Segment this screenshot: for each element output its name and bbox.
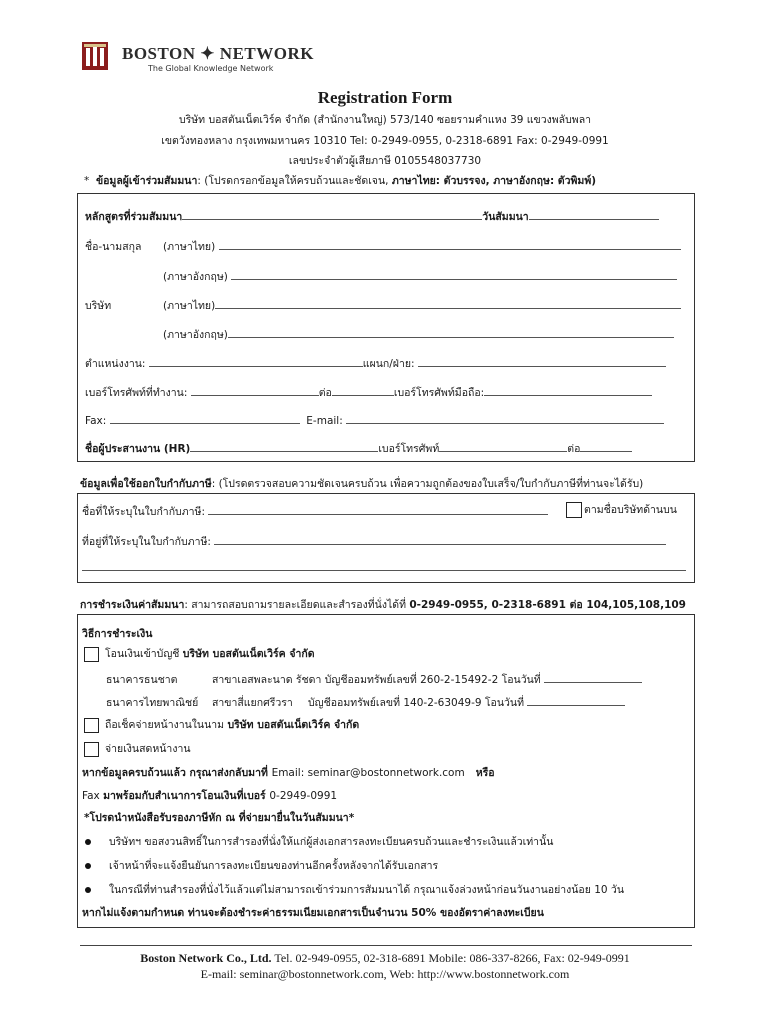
bullet-text-1: บริษัทฯ ขอสงวนสิทธิ์ในการสำรองที่นั่งให้แก่ผู้ส่งเอกสารลงทะเบียนครบถ้วนและชำระเงินแล้วเท่านั้น (109, 836, 554, 848)
page-title: Registration Form (317, 88, 453, 107)
bank1-name: ธนาคารธนชาต (106, 674, 178, 686)
bullet-item-2 (85, 857, 438, 874)
send-line-or: หรือ (475, 767, 495, 779)
participant-note-text: : (โปรดกรอกข้อมูลให้ครบถ้วนและชัดเจน, (197, 175, 392, 187)
name-english-label: (ภาษาอังกฤษ) (163, 271, 228, 283)
send-line (82, 764, 495, 781)
same-company-checkbox[interactable] (566, 502, 582, 518)
coordinator-phone-field[interactable] (439, 441, 567, 452)
logo (80, 40, 320, 80)
participant-note-emph: ภาษาไทย: ตัวบรรจง, ภาษาอังกฤษ: ตัวพิมพ์) (391, 175, 597, 187)
coordinator-row (85, 440, 632, 457)
payment-note (80, 596, 686, 613)
option-transfer[interactable] (84, 645, 315, 662)
option-transfer-company: บริษัท บอสตันเน็ตเวิร์ค จำกัด (182, 648, 315, 660)
tax-id: เลขประจำตัวผู้เสียภาษี 0105548037730 (288, 155, 482, 167)
option-cash-label: จ่ายเงินสดหน้างาน (105, 743, 191, 755)
footer-contact (0, 951, 770, 966)
company-thai-row (85, 297, 681, 314)
company-english-row (163, 326, 674, 343)
work-phone-field[interactable] (191, 385, 319, 396)
footer-company: Boston Network Co., Ltd. (140, 951, 272, 965)
department-field[interactable] (418, 356, 666, 367)
withholding-note: *โปรดนำหนังสือรับรองภาษีหัก ณ ที่จ่ายมายื่นในวันสัมมนา* (84, 812, 355, 824)
date-field[interactable] (529, 209, 659, 220)
position-field[interactable] (149, 356, 363, 367)
fax-field[interactable] (110, 413, 300, 424)
bank1-date-field[interactable] (544, 672, 642, 683)
coordinator-ext-label: ต่อ (567, 443, 581, 455)
email-field[interactable] (346, 413, 664, 424)
ext-field[interactable] (332, 385, 394, 396)
bullet-dot (85, 839, 91, 845)
invoice-name-row (82, 503, 548, 520)
invoice-note-text: : (โปรดตรวจสอบความชัดเจนครบถ้วน เพื่อความถูกต้องของใบเสร็จ/ใบกำกับภาษีที่ท่านจะได้รับ) (211, 478, 644, 490)
course-row (85, 208, 659, 225)
company-english-label: (ภาษาอังกฤษ) (163, 329, 228, 341)
invoice-address-label: ที่อยู่ที่ให้ระบุในใบกำกับภาษี: (82, 536, 211, 548)
same-company-option[interactable] (566, 501, 677, 518)
bank2-row (106, 694, 625, 711)
bank1-detail: สาขาเอสพละนาด รัชดา บัญชีออมทรัพย์เลขที่ 260-2-15492-2 โอนวันที่ (212, 674, 541, 686)
bullet-item-3 (85, 881, 624, 898)
work-phone-label: เบอร์โทรศัพท์ที่ทำงาน: (85, 387, 188, 399)
bank2-account: บัญชีออมทรัพย์เลขที่ 140-2-63049-9 โอนวันที่ (308, 697, 524, 709)
ext-label: ต่อ (318, 387, 332, 399)
company-label: บริษัท (85, 300, 112, 312)
mobile-field[interactable] (484, 385, 652, 396)
address-line-1: บริษัท บอสตันเน็ตเวิร์ค จำกัด (สำนักงานใหญ่) 573/140 ซอยรามคำแหง 39 แขวงพลับพลา (178, 114, 592, 126)
bank2-name: ธนาคารไทยพาณิชย์ (106, 697, 199, 709)
company-english-field[interactable] (228, 327, 674, 338)
invoice-note (80, 475, 643, 492)
bullet-dot (85, 863, 91, 869)
invoice-address-row (82, 533, 666, 550)
coordinator-phone-label: เบอร์โทรศัพท์ (378, 443, 440, 455)
payment-note-contact: 0-2949-0955, 0-2318-6891 ต่อ 104,105,108,109 (409, 599, 686, 611)
name-label: ชื่อ-นามสกุล (85, 241, 142, 253)
fax-line-number: 0-2949-0991 (269, 790, 338, 802)
fax-email-row (85, 413, 664, 427)
mobile-label: เบอร์โทรศัพท์มือถือ: (393, 387, 485, 399)
option-cheque-checkbox[interactable] (84, 718, 99, 733)
course-field[interactable] (182, 209, 482, 220)
logo-text: BOSTON ✦ NETWORK (122, 44, 314, 63)
payment-note-label: การชำระเงินค่าสัมมนา (80, 599, 185, 611)
invoice-note-label: ข้อมูลเพื่อใช้ออกใบกำกับภาษี (80, 478, 212, 490)
logo-emblem-icon (80, 40, 110, 74)
bank2-date-field[interactable] (527, 695, 625, 706)
course-label: หลักสูตรที่ร่วมสัมมนา (85, 211, 183, 223)
name-thai-field[interactable] (219, 239, 681, 250)
position-row (85, 355, 666, 372)
department-label: แผนก/ฝ่าย: (362, 358, 415, 370)
invoice-address-field-2[interactable] (82, 560, 686, 571)
bullet-text-3: ในกรณีที่ท่านสำรองที่นั่งไว้แล้วแต่ไม่สามารถเข้าร่วมการสัมมนาได้ กรุณาแจ้งล่วงหน้าก่อนวันงานอย่างน้อย 10 วัน (109, 884, 624, 896)
bank1-row (106, 671, 642, 688)
option-cheque-prefix: ถือเช็คจ่ายหน้างานในนาม (105, 719, 228, 731)
option-transfer-checkbox[interactable] (84, 647, 99, 662)
name-thai-row (85, 238, 681, 255)
bullet-dot (85, 887, 91, 893)
name-english-row (163, 268, 677, 285)
option-cheque[interactable] (84, 716, 359, 733)
invoice-name-label: ชื่อที่ให้ระบุในใบกำกับภาษี: (82, 506, 205, 518)
send-line-email: Email: seminar@bostonnetwork.com (271, 767, 465, 779)
same-company-label: ตามชื่อบริษัทด้านบน (584, 504, 677, 516)
fax-line (82, 787, 337, 804)
footer-divider (80, 945, 692, 946)
cancel-notice: หากไม่แจ้งตามกำหนด ท่านจะต้องชำระค่าธรรมเนียมเอกสารเป็นจำนวน 50% ของอัตราค่าลงทะเบียน (82, 907, 544, 919)
participant-note-label: ข้อมูลผู้เข้าร่วมสัมมนา (95, 175, 198, 187)
coordinator-label: ชื่อผู้ประสานงาน (HR) (85, 443, 191, 455)
option-cash-checkbox[interactable] (84, 742, 99, 757)
phone-row (85, 384, 652, 401)
bullet-text-2: เจ้าหน้าที่จะแจ้งยืนยันการลงทะเบียนของท่านอีกครั้งหลังจากได้รับเอกสาร (109, 860, 439, 872)
invoice-name-field[interactable] (208, 504, 548, 515)
option-transfer-prefix: โอนเงินเข้าบัญชี (105, 648, 183, 660)
coordinator-field[interactable] (190, 441, 378, 452)
logo-tagline: The Global Knowledge Network (148, 64, 274, 73)
coordinator-ext-field[interactable] (580, 441, 632, 452)
send-line-prefix: หากข้อมูลครบถ้วนแล้ว กรุณาส่งกลับมาที่ (82, 767, 272, 779)
footer-web: E-mail: seminar@bostonnetwork.com, Web: http://www.bostonnetwork.com (200, 967, 570, 981)
note-bullet: * (84, 175, 90, 187)
company-thai-label: (ภาษาไทย) (163, 300, 216, 312)
participant-note (84, 172, 596, 189)
email-label: E-mail: (306, 415, 343, 427)
position-label: ตำแหน่งงาน: (85, 358, 146, 370)
name-english-field[interactable] (231, 269, 677, 280)
invoice-address-field[interactable] (214, 534, 666, 545)
bullet-item-1 (85, 833, 553, 850)
payment-method-title: วิธีการชำระเงิน (82, 628, 153, 640)
fax-line-prefix: Fax (82, 790, 104, 802)
date-label: วันสัมมนา (482, 211, 529, 223)
name-thai-label: (ภาษาไทย) (163, 241, 216, 253)
footer-contact-text: Tel. 02-949-0955, 02-318-6891 Mobile: 086-337-8266, Fax: 02-949-0991 (271, 951, 630, 965)
option-cash[interactable] (84, 740, 191, 757)
company-thai-field[interactable] (215, 298, 681, 309)
fax-label: Fax: (85, 415, 107, 427)
fax-line-bold: มาพร้อมกับสำเนาการโอนเงินที่เบอร์ (103, 790, 270, 802)
bank2-branch: สาขาสี่แยกศรีวรา (212, 697, 293, 709)
option-cheque-company: บริษัท บอสตันเน็ตเวิร์ค จำกัด (227, 719, 360, 731)
payment-note-text: : สามารถสอบถามรายละเอียดและสำรองที่นั่งได้ที่ (184, 599, 410, 611)
address-line-2: เขตวังทองหลาง กรุงเทพมหานคร 10310 Tel: 0-2949-0955, 0-2318-6891 Fax: 0-2949-0991 (161, 135, 609, 147)
